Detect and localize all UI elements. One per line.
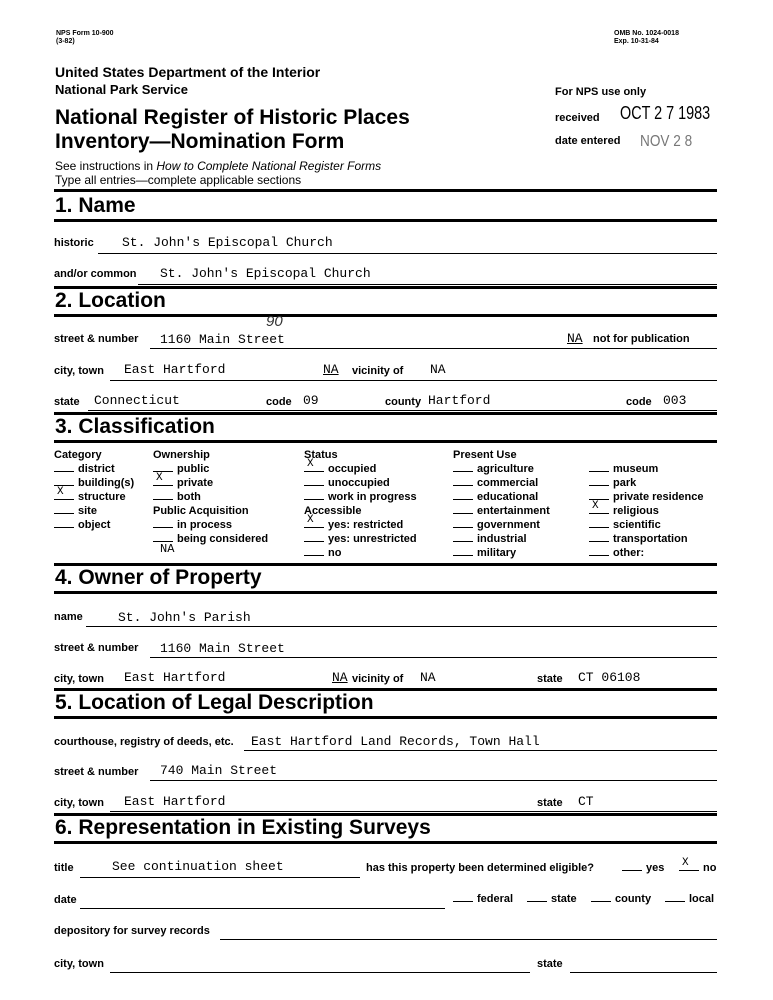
underline bbox=[98, 253, 717, 254]
code-label: code bbox=[266, 396, 292, 408]
use-scientific[interactable] bbox=[589, 519, 661, 531]
category-label: object bbox=[78, 519, 111, 531]
form-revision: (3-82) bbox=[56, 38, 75, 45]
use-label: entertainment bbox=[477, 505, 550, 517]
ownership-label: both bbox=[177, 491, 201, 503]
level-label: state bbox=[551, 893, 577, 905]
vicinity-value: NA bbox=[430, 362, 446, 377]
historic-label: historic bbox=[54, 237, 94, 249]
acquisition-label: being considered bbox=[177, 533, 269, 545]
use-military[interactable] bbox=[453, 547, 516, 559]
acquisition-heading: Public Acquisition bbox=[153, 505, 249, 517]
underline bbox=[220, 939, 717, 940]
eligible-question: has this property been determined eligible? bbox=[366, 862, 594, 874]
state-value: Connecticut bbox=[94, 393, 180, 408]
present-use-heading: Present Use bbox=[453, 449, 517, 461]
use-label: private residence bbox=[613, 491, 704, 503]
use-agriculture[interactable] bbox=[453, 463, 534, 475]
department-name: United States Department of the Interior bbox=[55, 64, 321, 80]
legal-city-value: East Hartford bbox=[124, 794, 226, 809]
underline bbox=[150, 348, 717, 349]
accessible-label: yes: unrestricted bbox=[328, 533, 417, 545]
historic-value: St. John's Episcopal Church bbox=[122, 235, 333, 250]
underline bbox=[244, 750, 717, 751]
use-label: museum bbox=[613, 463, 659, 475]
use-industrial[interactable] bbox=[453, 533, 527, 545]
ownership-label: public bbox=[177, 463, 210, 475]
rule bbox=[54, 440, 717, 443]
use-label: educational bbox=[477, 491, 539, 503]
accessible-heading: Accessible bbox=[304, 505, 362, 517]
acquisition-in-process[interactable] bbox=[153, 519, 232, 531]
legal-street-value: 740 Main Street bbox=[160, 763, 278, 778]
use-label: government bbox=[477, 519, 540, 531]
use-religious[interactable] bbox=[589, 500, 659, 517]
category-heading: Category bbox=[54, 449, 102, 461]
use-label: transportation bbox=[613, 533, 688, 545]
rule bbox=[54, 219, 717, 222]
category-district[interactable] bbox=[54, 463, 115, 475]
instructions-title: How to Complete National Register Forms bbox=[156, 159, 382, 173]
ownership-heading: Ownership bbox=[153, 449, 210, 461]
use-label: military bbox=[477, 547, 517, 559]
owner-street-value: 1160 Main Street bbox=[160, 641, 285, 656]
underline bbox=[150, 657, 717, 658]
use-park[interactable] bbox=[589, 477, 636, 489]
street-handwritten-note: 90 bbox=[266, 313, 283, 330]
rule bbox=[54, 841, 717, 844]
rule bbox=[54, 716, 717, 719]
city-label: city, town bbox=[54, 365, 104, 377]
category-site[interactable] bbox=[54, 505, 97, 517]
underline bbox=[86, 626, 717, 627]
no-label: no bbox=[703, 862, 717, 874]
level-local[interactable] bbox=[665, 893, 714, 905]
use-museum[interactable] bbox=[589, 463, 658, 475]
section-2-title: 2. Location bbox=[55, 289, 166, 312]
use-entertainment[interactable] bbox=[453, 505, 550, 517]
underline bbox=[150, 780, 717, 781]
ownership-both[interactable] bbox=[153, 491, 201, 503]
rule bbox=[54, 189, 717, 192]
county-label: county bbox=[385, 396, 422, 408]
form-number: NPS Form 10-900 bbox=[56, 30, 114, 37]
ownership-label: private bbox=[177, 477, 214, 489]
underline bbox=[80, 877, 360, 878]
legal-state-value: CT bbox=[578, 794, 594, 809]
use-label: scientific bbox=[613, 519, 661, 531]
use-label: commercial bbox=[477, 477, 539, 489]
nps-use-label: For NPS use only bbox=[555, 86, 647, 98]
accessible-label: no bbox=[328, 547, 342, 559]
underline bbox=[110, 972, 530, 973]
omb-number: OMB No. 1024-0018 bbox=[614, 30, 679, 37]
owner-city-label: city, town bbox=[54, 673, 104, 685]
category-label: district bbox=[78, 463, 115, 475]
section-6-title: 6. Representation in Existing Surveys bbox=[55, 816, 431, 839]
use-label: industrial bbox=[477, 533, 527, 545]
check-mark: X bbox=[156, 472, 163, 484]
instructions-prefix: See instructions in bbox=[55, 159, 157, 173]
level-label: local bbox=[689, 893, 715, 905]
street-value: 1160 Main Street bbox=[160, 332, 285, 347]
level-county[interactable] bbox=[591, 893, 651, 905]
owner-city-value: East Hartford bbox=[124, 670, 226, 685]
rule bbox=[54, 591, 717, 594]
underline bbox=[110, 811, 717, 812]
check-mark: X bbox=[57, 486, 64, 498]
level-federal[interactable] bbox=[453, 893, 513, 905]
category-label: site bbox=[78, 505, 97, 517]
form-title-line1: National Register of Historic Places bbox=[55, 106, 410, 129]
courthouse-label: courthouse, registry of deeds, etc. bbox=[54, 736, 234, 748]
state-label: state bbox=[54, 396, 80, 408]
section-1-title: 1. Name bbox=[55, 194, 136, 217]
owner-name-value: St. John's Parish bbox=[118, 610, 251, 625]
owner-state-value: CT 06108 bbox=[578, 670, 641, 685]
legal-city-label: city, town bbox=[54, 797, 104, 809]
use-educational[interactable] bbox=[453, 491, 538, 503]
status-label: unoccupied bbox=[328, 477, 390, 489]
survey-title-value: See continuation sheet bbox=[112, 859, 284, 874]
owner-name-label: name bbox=[54, 611, 83, 623]
underline bbox=[80, 908, 445, 909]
survey-state-label: state bbox=[537, 958, 563, 970]
expiration: Exp. 10-31-84 bbox=[614, 38, 659, 45]
use-label: religious bbox=[613, 505, 659, 517]
city-value: East Hartford bbox=[124, 362, 226, 377]
check-mark: X bbox=[682, 857, 689, 869]
status-work-in-progress[interactable] bbox=[304, 491, 417, 503]
street-label: street & number bbox=[54, 333, 139, 345]
county-code-value: 003 bbox=[663, 393, 687, 408]
accessible-no[interactable] bbox=[304, 547, 341, 559]
publication-mark: NA bbox=[567, 331, 583, 346]
owner-vicinity-label: vicinity of bbox=[352, 673, 404, 685]
section-5-title: 5. Location of Legal Description bbox=[55, 691, 374, 714]
rule bbox=[54, 314, 717, 317]
underline bbox=[138, 284, 717, 285]
date-entered-stamp: NOV 2 8 bbox=[640, 133, 693, 150]
ownership-private[interactable] bbox=[153, 472, 214, 489]
section-3-title: 3. Classification bbox=[55, 415, 215, 438]
eligible-no[interactable] bbox=[679, 857, 717, 874]
owner-vicinity-value: NA bbox=[420, 670, 436, 685]
survey-title-label: title bbox=[54, 862, 74, 874]
status-label: occupied bbox=[328, 463, 377, 475]
received-stamp: OCT 2 7 1983 bbox=[620, 103, 711, 123]
category-label: structure bbox=[78, 491, 126, 503]
legal-street-label: street & number bbox=[54, 766, 139, 778]
instructions bbox=[55, 159, 381, 173]
county-code-label: code bbox=[626, 396, 652, 408]
owner-street-label: street & number bbox=[54, 642, 139, 654]
form-title-line2: Inventory—Nomination Form bbox=[55, 130, 345, 153]
section-4-title: 4. Owner of Property bbox=[55, 566, 262, 589]
not-for-publication-label: not for publication bbox=[593, 333, 690, 345]
instructions-line2: Type all entries—complete applicable sections bbox=[55, 173, 302, 187]
vicinity-label: vicinity of bbox=[352, 365, 404, 377]
use-transportation[interactable] bbox=[589, 533, 688, 545]
use-label: other: bbox=[613, 547, 645, 559]
use-label: agriculture bbox=[477, 463, 534, 475]
use-other[interactable] bbox=[589, 547, 644, 559]
status-label: work in progress bbox=[328, 491, 417, 503]
service-name: National Park Service bbox=[55, 82, 188, 97]
received-label: received bbox=[555, 112, 600, 124]
check-mark: X bbox=[592, 500, 599, 512]
accessible-restricted[interactable] bbox=[304, 514, 404, 531]
accessible-label: yes: restricted bbox=[328, 519, 404, 531]
underline bbox=[570, 972, 717, 973]
legal-state-label: state bbox=[537, 797, 563, 809]
category-object[interactable] bbox=[54, 519, 110, 531]
date-label: date bbox=[54, 894, 77, 906]
use-commercial[interactable] bbox=[453, 477, 538, 489]
underline bbox=[88, 410, 717, 411]
vicinity-mark: NA bbox=[323, 362, 339, 377]
status-heading: Status bbox=[304, 449, 338, 461]
county-value: Hartford bbox=[428, 393, 491, 408]
use-private-residence[interactable] bbox=[589, 491, 704, 503]
level-state[interactable] bbox=[527, 893, 577, 905]
code-value: 09 bbox=[303, 393, 319, 408]
date-entered-label: date entered bbox=[555, 135, 621, 147]
acquisition-label: in process bbox=[177, 519, 233, 531]
level-label: federal bbox=[477, 893, 514, 905]
underline bbox=[110, 380, 717, 381]
survey-city-label: city, town bbox=[54, 958, 104, 970]
yes-label: yes bbox=[646, 862, 665, 874]
accessible-unrestricted[interactable] bbox=[304, 533, 417, 545]
acquisition-note: NA bbox=[160, 542, 175, 556]
depository-label: depository for survey records bbox=[54, 925, 210, 937]
check-mark: X bbox=[307, 514, 314, 526]
owner-vicinity-mark: NA bbox=[332, 670, 348, 685]
eligible-yes[interactable] bbox=[622, 862, 664, 874]
category-building[interactable] bbox=[54, 477, 134, 489]
common-label: and/or common bbox=[54, 268, 137, 280]
status-unoccupied[interactable] bbox=[304, 477, 390, 489]
category-label: building(s) bbox=[78, 477, 135, 489]
owner-state-label: state bbox=[537, 673, 563, 685]
use-government[interactable] bbox=[453, 519, 540, 531]
common-value: St. John's Episcopal Church bbox=[160, 266, 371, 281]
courthouse-value: East Hartford Land Records, Town Hall bbox=[251, 734, 540, 749]
level-label: county bbox=[615, 893, 652, 905]
category-structure[interactable] bbox=[54, 486, 126, 503]
use-label: park bbox=[613, 477, 637, 489]
check-mark: X bbox=[307, 458, 314, 470]
status-occupied[interactable] bbox=[304, 458, 377, 475]
